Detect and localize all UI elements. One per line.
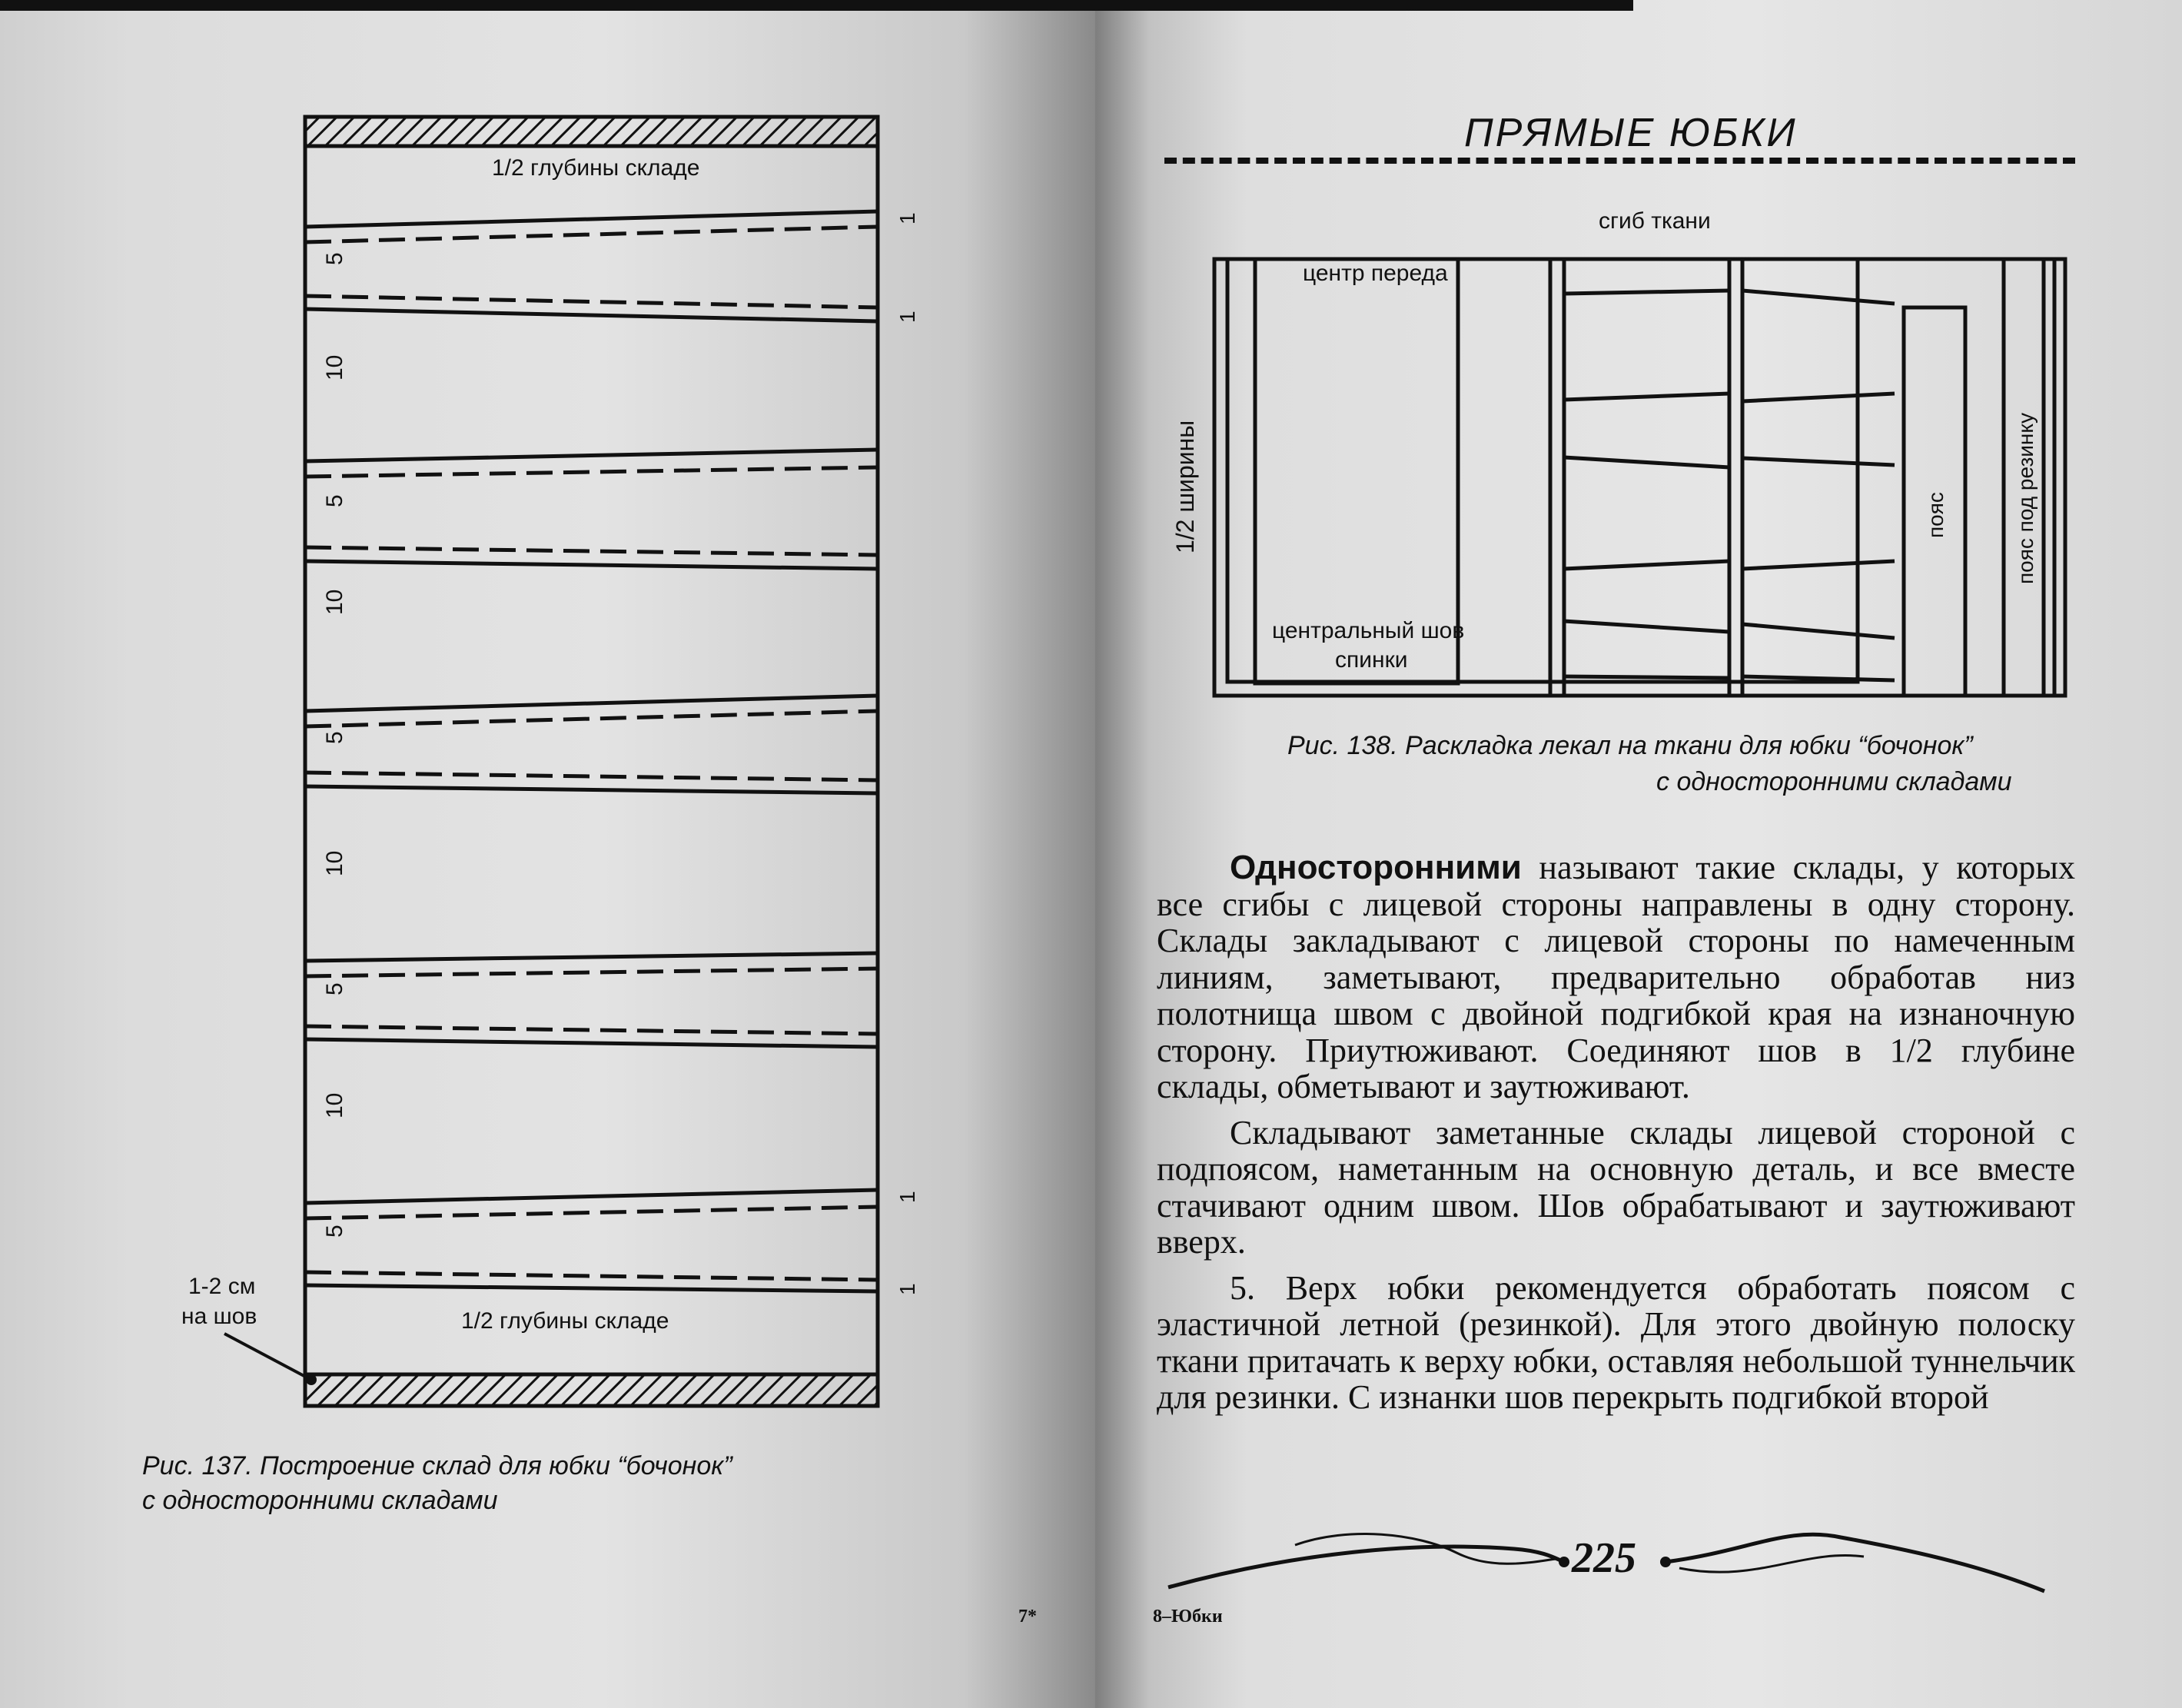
seam-allowance-label-2: на шов (181, 1304, 257, 1329)
label-top-half-depth: 1/2 глубины складе (492, 155, 700, 181)
figure-138-caption-line2: с односторонними складами (1656, 767, 2012, 796)
dashed-line-1a (305, 227, 878, 242)
dashed-line-2a (305, 467, 878, 477)
top-hatched-band (305, 117, 878, 146)
page-number: 225 (1572, 1534, 1636, 1582)
figure-137-caption-line2: с односторонними складами (142, 1486, 498, 1515)
paragraph-2: Складывают заметанные склады лицевой стороной с подпоясом, наметанным на основную деталь, и все вместе стачивают одним швом. Шов обрабатывают и заутюживают вверх. (1157, 1113, 2075, 1261)
figure-138-caption-line1: Рис. 138. Раскладка лекал на ткани для юбки “бочонок” (1287, 731, 1973, 760)
dashed-line-5a (305, 1207, 878, 1218)
band-height-label: 5 (322, 982, 347, 995)
paragraph-1-lead: Односторонними (1230, 849, 1522, 886)
paragraph-3: 5. Верх юбки рекомендуется обработать поясом с эластичной летной (резинкой). Для этого двойную полоску ткани притачать к верху юбки, оставляя небольшой туннельчик для резинки. С изнанки шов перекрыть подгибкой второй (1157, 1268, 2075, 1416)
dashed-line-2b (305, 547, 878, 555)
fold-line-4a (305, 953, 878, 961)
right-page (1095, 0, 2182, 1708)
band-height-label: 10 (322, 589, 347, 615)
back-seam-label-2: спинки (1335, 647, 1408, 673)
paragraph-1-rest: называют такие склады, у которых все сгибы с лицевой стороны направлены в одну сторону. Склады закладывают с лицевой стороны по намеченным линиям, заметывают, предварительно обработав низ полотнища швом с двойной подгибкой края на изнаночную сторону. Приутюживают. Соединяют шов в 1/2 глубине склады, обметывают и заутюживают. (1157, 849, 2075, 1105)
dashed-line-1b (305, 296, 878, 307)
band-height-label: 10 (322, 850, 347, 876)
figure-137-caption-line1: Рис. 137. Построение склад для юбки “бочонок” (142, 1451, 732, 1480)
page-number-ornament (1095, 0, 2182, 1708)
dashed-line-4b (305, 1026, 878, 1034)
right-side-mark: 1 (895, 311, 919, 323)
elastic-belt-label: пояс под резинку (2014, 413, 2038, 584)
band-height-label: 5 (322, 252, 347, 265)
front-center-label: центр переда (1303, 261, 1448, 286)
fold-line-4b (305, 1039, 878, 1047)
right-side-marks (895, 212, 919, 1295)
fold-line-2a (305, 450, 878, 461)
band-height-label: 10 (322, 354, 347, 380)
seam-allowance-leader (224, 1334, 311, 1380)
right-side-mark: 1 (895, 212, 919, 224)
fold-line-2b (305, 561, 878, 569)
dashed-line-3a (305, 711, 878, 726)
right-side-mark: 1 (895, 1283, 919, 1295)
right-side-mark: 1 (895, 1191, 919, 1203)
band-height-label: 5 (322, 494, 347, 507)
dashed-line-4a (305, 969, 878, 976)
dashed-line-3b (305, 773, 878, 780)
label-bottom-half-depth: 1/2 глубины складе (461, 1308, 669, 1334)
dashed-line-5b (305, 1272, 878, 1280)
band-height-label: 5 (322, 731, 347, 744)
seam-allowance-dot (306, 1374, 317, 1385)
seam-allowance-label-1: 1-2 см (188, 1274, 256, 1299)
belt-label: пояс (1924, 492, 1948, 538)
fold-line-5b (305, 1285, 878, 1291)
half-width-label: 1/2 ширины (1171, 420, 1199, 553)
band-height-labels (322, 252, 347, 1238)
running-header-title: ПРЯМЫЕ ЮБКИ (1464, 111, 1798, 155)
band-height-label: 5 (322, 1225, 347, 1238)
fold-line-1a (305, 211, 878, 227)
fold-line-3b (305, 786, 878, 793)
fold-line-1b (305, 309, 878, 321)
back-seam-label-1: центральный шов (1272, 618, 1465, 643)
fold-line-3a (305, 696, 878, 711)
band-height-label: 10 (322, 1092, 347, 1118)
pleat-lines (305, 211, 878, 1291)
footer-mark: 8–Юбки (1153, 1607, 1223, 1627)
fold-line-5a (305, 1190, 878, 1203)
corner-mark: 7* (1018, 1607, 1037, 1627)
bottom-hatched-band (305, 1374, 878, 1406)
fold-label: сгиб ткани (1599, 208, 1711, 234)
